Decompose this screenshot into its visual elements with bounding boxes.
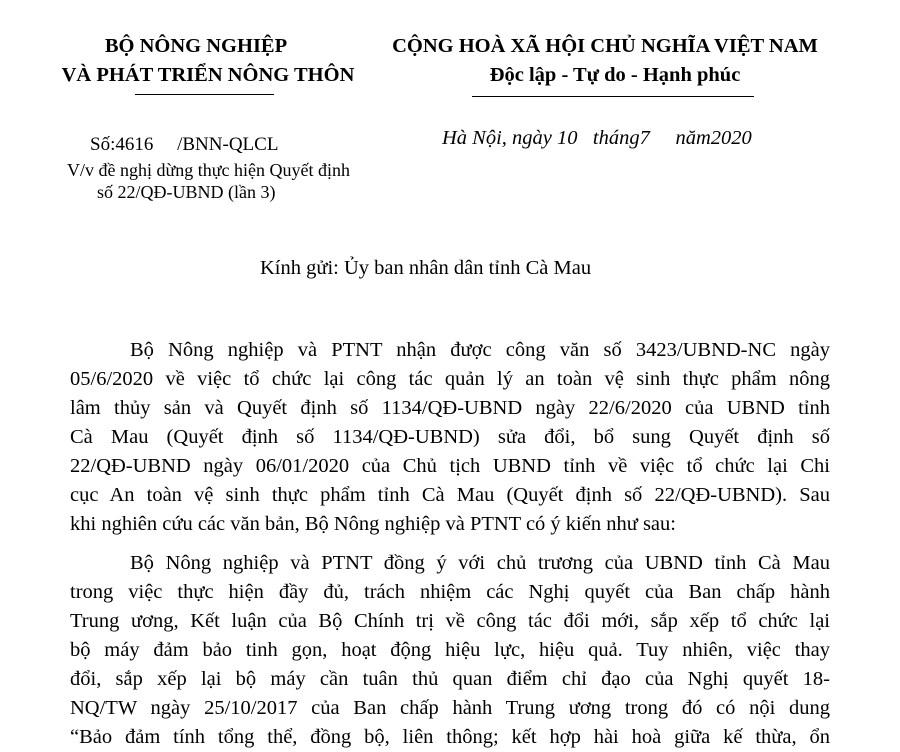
paragraph-1-line: Bộ Nông nghiệp và PTNT nhận được công văn số 3423/UBND-NC ngày (130, 339, 830, 361)
recipient-line: Kính gửi: Ủy ban nhân dân tỉnh Cà Mau (260, 257, 592, 279)
paragraph-2-line: bộ máy đảm bảo tinh gọn, hoạt động hiệu lực, hiệu quả. Tuy nhiên, việc thay (70, 639, 830, 661)
document-number: Số:4616 /BNN-QLCL (90, 134, 279, 155)
place-date: Hà Nội, ngày 10 tháng7 năm2020 (442, 127, 752, 149)
document-subject-line2: số 22/QĐ-UBND (lần 3) (97, 182, 276, 202)
paragraph-2-line: “Bảo đảm tính tổng thể, đồng bộ, liên thông; kết hợp hài hoà giữa kế thừa, ổn (70, 726, 830, 748)
paragraph-1-line: 22/QĐ-UBND ngày 06/01/2020 của Chủ tịch UBND tỉnh về việc tổ chức lại Chi (70, 455, 830, 477)
agency-name-line2: VÀ PHÁT TRIỂN NÔNG THÔN (61, 64, 355, 86)
paragraph-1-line: lâm thủy sản và Quyết định số 1134/QĐ-UBND ngày 22/6/2020 của UBND tỉnh (70, 397, 830, 419)
paragraph-2-line: Trung ương, Kết luận của Bộ Chính trị về công tác đổi mới, sắp xếp tổ chức lại (70, 610, 830, 632)
agency-underline (135, 94, 274, 95)
paragraph-2-line: NQ/TW ngày 25/10/2017 của Ban chấp hành Trung ương trong đó có nội dung (70, 697, 830, 719)
paragraph-1-line: 05/6/2020 về việc tổ chức lại công tác quản lý an toàn vệ sinh thực phẩm nông (70, 368, 830, 390)
paragraph-2-line: đổi, sắp xếp lại bộ máy cần tuân thủ quan điểm chỉ đạo của Nghị quyết 18- (70, 668, 830, 690)
agency-name-line1: BỘ NÔNG NGHIỆP (104, 35, 288, 57)
paragraph-1-line: khi nghiên cứu các văn bản, Bộ Nông nghiệp và PTNT có ý kiến như sau: (70, 513, 676, 535)
paragraph-1-line: cục An toàn vệ sinh thực phẩm tỉnh Cà Mau (Quyết định số 22/QĐ-UBND). Sau (70, 484, 830, 506)
nation-name: CỘNG HOÀ XÃ HỘI CHỦ NGHĨA VIỆT NAM (392, 35, 818, 57)
motto-underline (472, 96, 754, 97)
paragraph-1-line: Cà Mau (Quyết định số 1134/QĐ-UBND) sửa đổi, bổ sung Quyết định số (70, 426, 830, 448)
document-subject-line1: V/v đề nghị dừng thực hiện Quyết định (67, 160, 350, 180)
paragraph-2-line: Bộ Nông nghiệp và PTNT đồng ý với chủ trương của UBND tỉnh Cà Mau (130, 552, 830, 574)
paragraph-2-line: trong việc thực hiện đầy đủ, trách nhiệm các Nghị quyết của Ban chấp hành (70, 581, 830, 603)
nation-motto: Độc lập - Tự do - Hạnh phúc (489, 64, 741, 86)
